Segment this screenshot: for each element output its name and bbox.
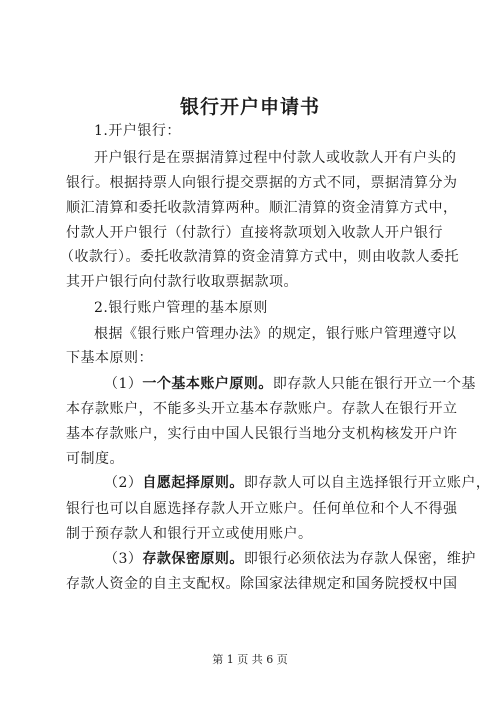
principle-2-line [104, 474, 491, 492]
paragraph-line: 其开户银行向付款行收取票据款项。 [66, 274, 298, 290]
principle-heading: 存款保密原则。 [142, 551, 244, 567]
paragraph-line: 根据《银行账户管理办法》的规定，银行账户管理遵守以 [94, 326, 457, 342]
paragraph-line: 基本存款账户，实行由中国人民银行当地分支机构核发开户许 [66, 426, 458, 442]
paragraph-line: 下基本原则： [66, 350, 153, 366]
paragraph-line: 可制度。 [66, 451, 124, 467]
principle-text: 即存款人可以自主选择银行开立账户， [243, 475, 491, 491]
document-title: 银行开户申请书 [179, 96, 320, 118]
principle-number: （1） [104, 376, 143, 392]
section-heading-bank: 1.开户银行： [94, 123, 181, 139]
principle-number: （3） [104, 551, 143, 567]
principle-3-line [104, 550, 484, 568]
principle-text: 即银行必须依法为存款人保密，维护 [243, 551, 476, 567]
page-footer: 第 1 页 共 6 页 [212, 653, 288, 666]
section-heading-principles: 2.银行账户管理的基本原则 [94, 300, 268, 316]
paragraph-line: 制于预存款人和银行开立或使用账户。 [66, 526, 313, 542]
principle-text: 即存款人只能在银行开立一个基 [272, 376, 476, 392]
paragraph-line: （收款行）。委托收款清算的资金清算方式中，则由收款人委托 [60, 249, 459, 265]
paragraph-line: 开户银行是在票据清算过程中付款人或收款人开有户头的 [94, 150, 457, 166]
principle-heading: 自愿起择原则。 [142, 475, 244, 491]
paragraph-line: 顺汇清算和委托收款清算两种。顺汇清算的资金清算方式中， [66, 200, 458, 216]
paragraph-line: 本存款账户，不能多头开立基本存款账户。存款人在银行开立 [66, 401, 458, 417]
paragraph-line: 银行。根据持票人向银行提交票据的方式不同，票据清算分为 [66, 175, 458, 191]
paragraph-line: 付款人开户银行（付款行）直接将款项划入收款人开户银行 [66, 225, 443, 241]
principle-number: （2） [104, 475, 143, 491]
principle-1-line [104, 375, 484, 393]
paragraph-line: 存款人资金的自主支配权。除国家法律规定和国务院授权中国 [66, 576, 458, 592]
paragraph-line: 银行也可以自愿选择存款人开立账户。任何单位和个人不得强 [66, 501, 458, 517]
principle-heading: 一个基本账户原则。 [142, 376, 273, 392]
